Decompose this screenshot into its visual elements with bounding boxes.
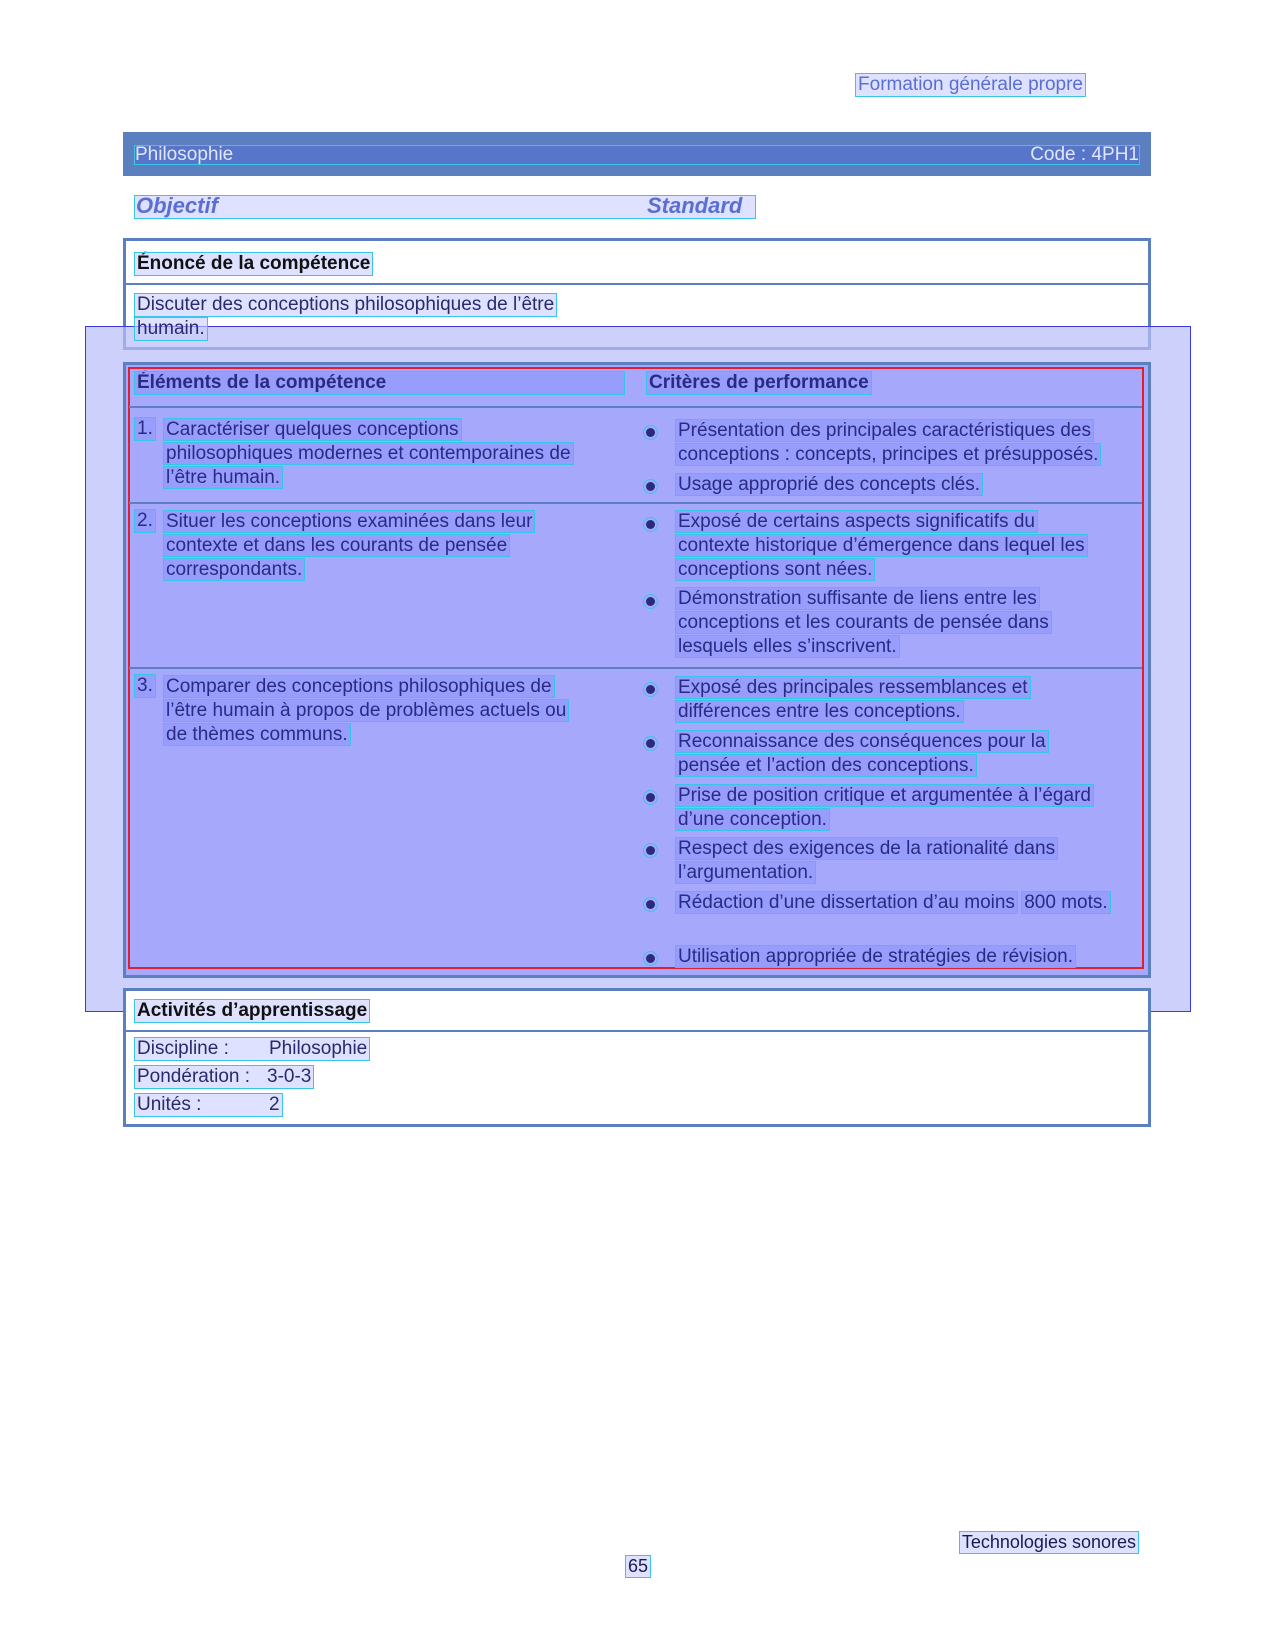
criterion-line: Reconnaissance des conséquences pour la <box>678 731 1046 752</box>
criterion-line: Exposé des principales ressemblances et <box>678 677 1028 698</box>
bullet-icon <box>646 597 655 606</box>
units-value: 2 <box>269 1094 280 1115</box>
criterion-line: pensée et l’action des conceptions. <box>678 755 974 776</box>
bullet-icon <box>646 685 655 694</box>
competence-statement-line: humain. <box>137 318 205 339</box>
element-3 <box>164 675 619 747</box>
discipline-label: Discipline : <box>137 1038 229 1059</box>
element-line: Comparer des conceptions philosophiques de <box>166 676 552 697</box>
table-divider <box>129 502 1142 504</box>
table-divider <box>129 667 1142 669</box>
criterion <box>676 587 1136 659</box>
element-1 <box>164 418 619 490</box>
element-number: 3. <box>137 675 153 696</box>
course-title: Philosophie <box>135 144 234 165</box>
criterion <box>676 473 1136 497</box>
criterion-line: conceptions et les courants de pensée dans <box>678 612 1049 633</box>
discipline-row <box>135 1038 369 1060</box>
standard-label: Standard <box>647 193 743 218</box>
criterion-line: Démonstration suffisante de liens entre les <box>678 588 1037 609</box>
element-2 <box>164 510 619 582</box>
criterion-line: Prise de position critique et argumentée à l’égard <box>678 785 1091 806</box>
divider <box>126 1030 1148 1032</box>
competence-statement-title: Énoncé de la compétence <box>137 253 371 274</box>
bullet-icon <box>646 428 655 437</box>
criterion <box>676 730 1136 778</box>
criterion <box>676 419 1136 467</box>
bullet-icon <box>646 482 655 491</box>
criterion-line: différences entre les conceptions. <box>678 701 961 722</box>
criterion-line: contexte historique d’émergence dans lequel les <box>678 535 1085 556</box>
criterion <box>676 784 1136 832</box>
elements-header: Éléments de la compétence <box>135 372 624 394</box>
criterion-line: lesquels elles s’inscrivent. <box>678 636 897 657</box>
criterion-line: Exposé de certains aspects significatifs du <box>678 511 1035 532</box>
units-row <box>135 1094 282 1116</box>
ponderation-value: 3-0-3 <box>267 1066 312 1087</box>
bullet-icon <box>646 954 655 963</box>
units-label: Unités : <box>137 1094 202 1115</box>
ponderation-row <box>135 1066 313 1088</box>
criteria-header: Critères de performance <box>649 372 869 393</box>
learning-activities-title: Activités d’apprentissage <box>137 1000 368 1021</box>
element-number: 2. <box>137 510 153 531</box>
header-program-label: Formation générale propre <box>858 74 1083 95</box>
element-line: Caractériser quelques conceptions <box>166 419 459 440</box>
criterion <box>676 945 1136 969</box>
criterion-line: Respect des exigences de la rationalité dans <box>678 838 1056 859</box>
element-line: philosophiques modernes et contemporaines de <box>166 443 571 464</box>
criterion-line: d’une conception. <box>678 809 827 830</box>
discipline-value: Philosophie <box>269 1038 368 1059</box>
competence-statement-line: Discuter des conceptions philosophiques de l’être <box>137 294 555 315</box>
element-line: l’être humain. <box>166 467 281 488</box>
course-code: Code : 4PH1 <box>1030 144 1139 165</box>
element-line: Situer les conceptions examinées dans leur <box>166 511 533 532</box>
footer-program: Technologies sonores <box>961 1532 1136 1552</box>
element-line: correspondants. <box>166 559 303 580</box>
criterion-line: Usage approprié des concepts clés. <box>678 474 981 495</box>
criteria-header-wrap <box>647 372 871 394</box>
criterion-line: conceptions sont nées. <box>678 559 873 580</box>
criterion <box>676 676 1136 724</box>
criterion-line: Présentation des principales caractéristiques des <box>678 420 1091 441</box>
divider <box>126 283 1148 285</box>
page-number: 65 <box>628 1556 649 1576</box>
element-number: 1. <box>137 418 153 439</box>
criterion-line: l’argumentation. <box>678 862 814 883</box>
criterion <box>676 510 1136 582</box>
criterion-line: 800 mots. <box>1024 892 1108 913</box>
bullet-icon <box>646 520 655 529</box>
course-band-highlight <box>135 146 1139 164</box>
criterion-line: Utilisation appropriée de stratégies de révision. <box>678 946 1073 967</box>
element-line: l’être humain à propos de problèmes actuels ou <box>166 700 567 721</box>
ponderation-label: Pondération : <box>137 1066 251 1087</box>
bullet-icon <box>646 900 655 909</box>
table-divider <box>129 406 1142 408</box>
bullet-icon <box>646 846 655 855</box>
criterion <box>676 837 1136 885</box>
element-line: contexte et dans les courants de pensée <box>166 535 508 556</box>
element-line: de thèmes communs. <box>166 724 348 745</box>
criterion-line: Rédaction d’une dissertation d’au moins <box>678 892 1015 913</box>
bullet-icon <box>646 793 655 802</box>
objective-label: Objectif <box>136 193 218 218</box>
criterion-line: conceptions : concepts, principes et présupposés. <box>678 444 1099 465</box>
elements-header-wrap <box>135 372 624 394</box>
bullet-icon <box>646 739 655 748</box>
criterion <box>676 891 1136 915</box>
